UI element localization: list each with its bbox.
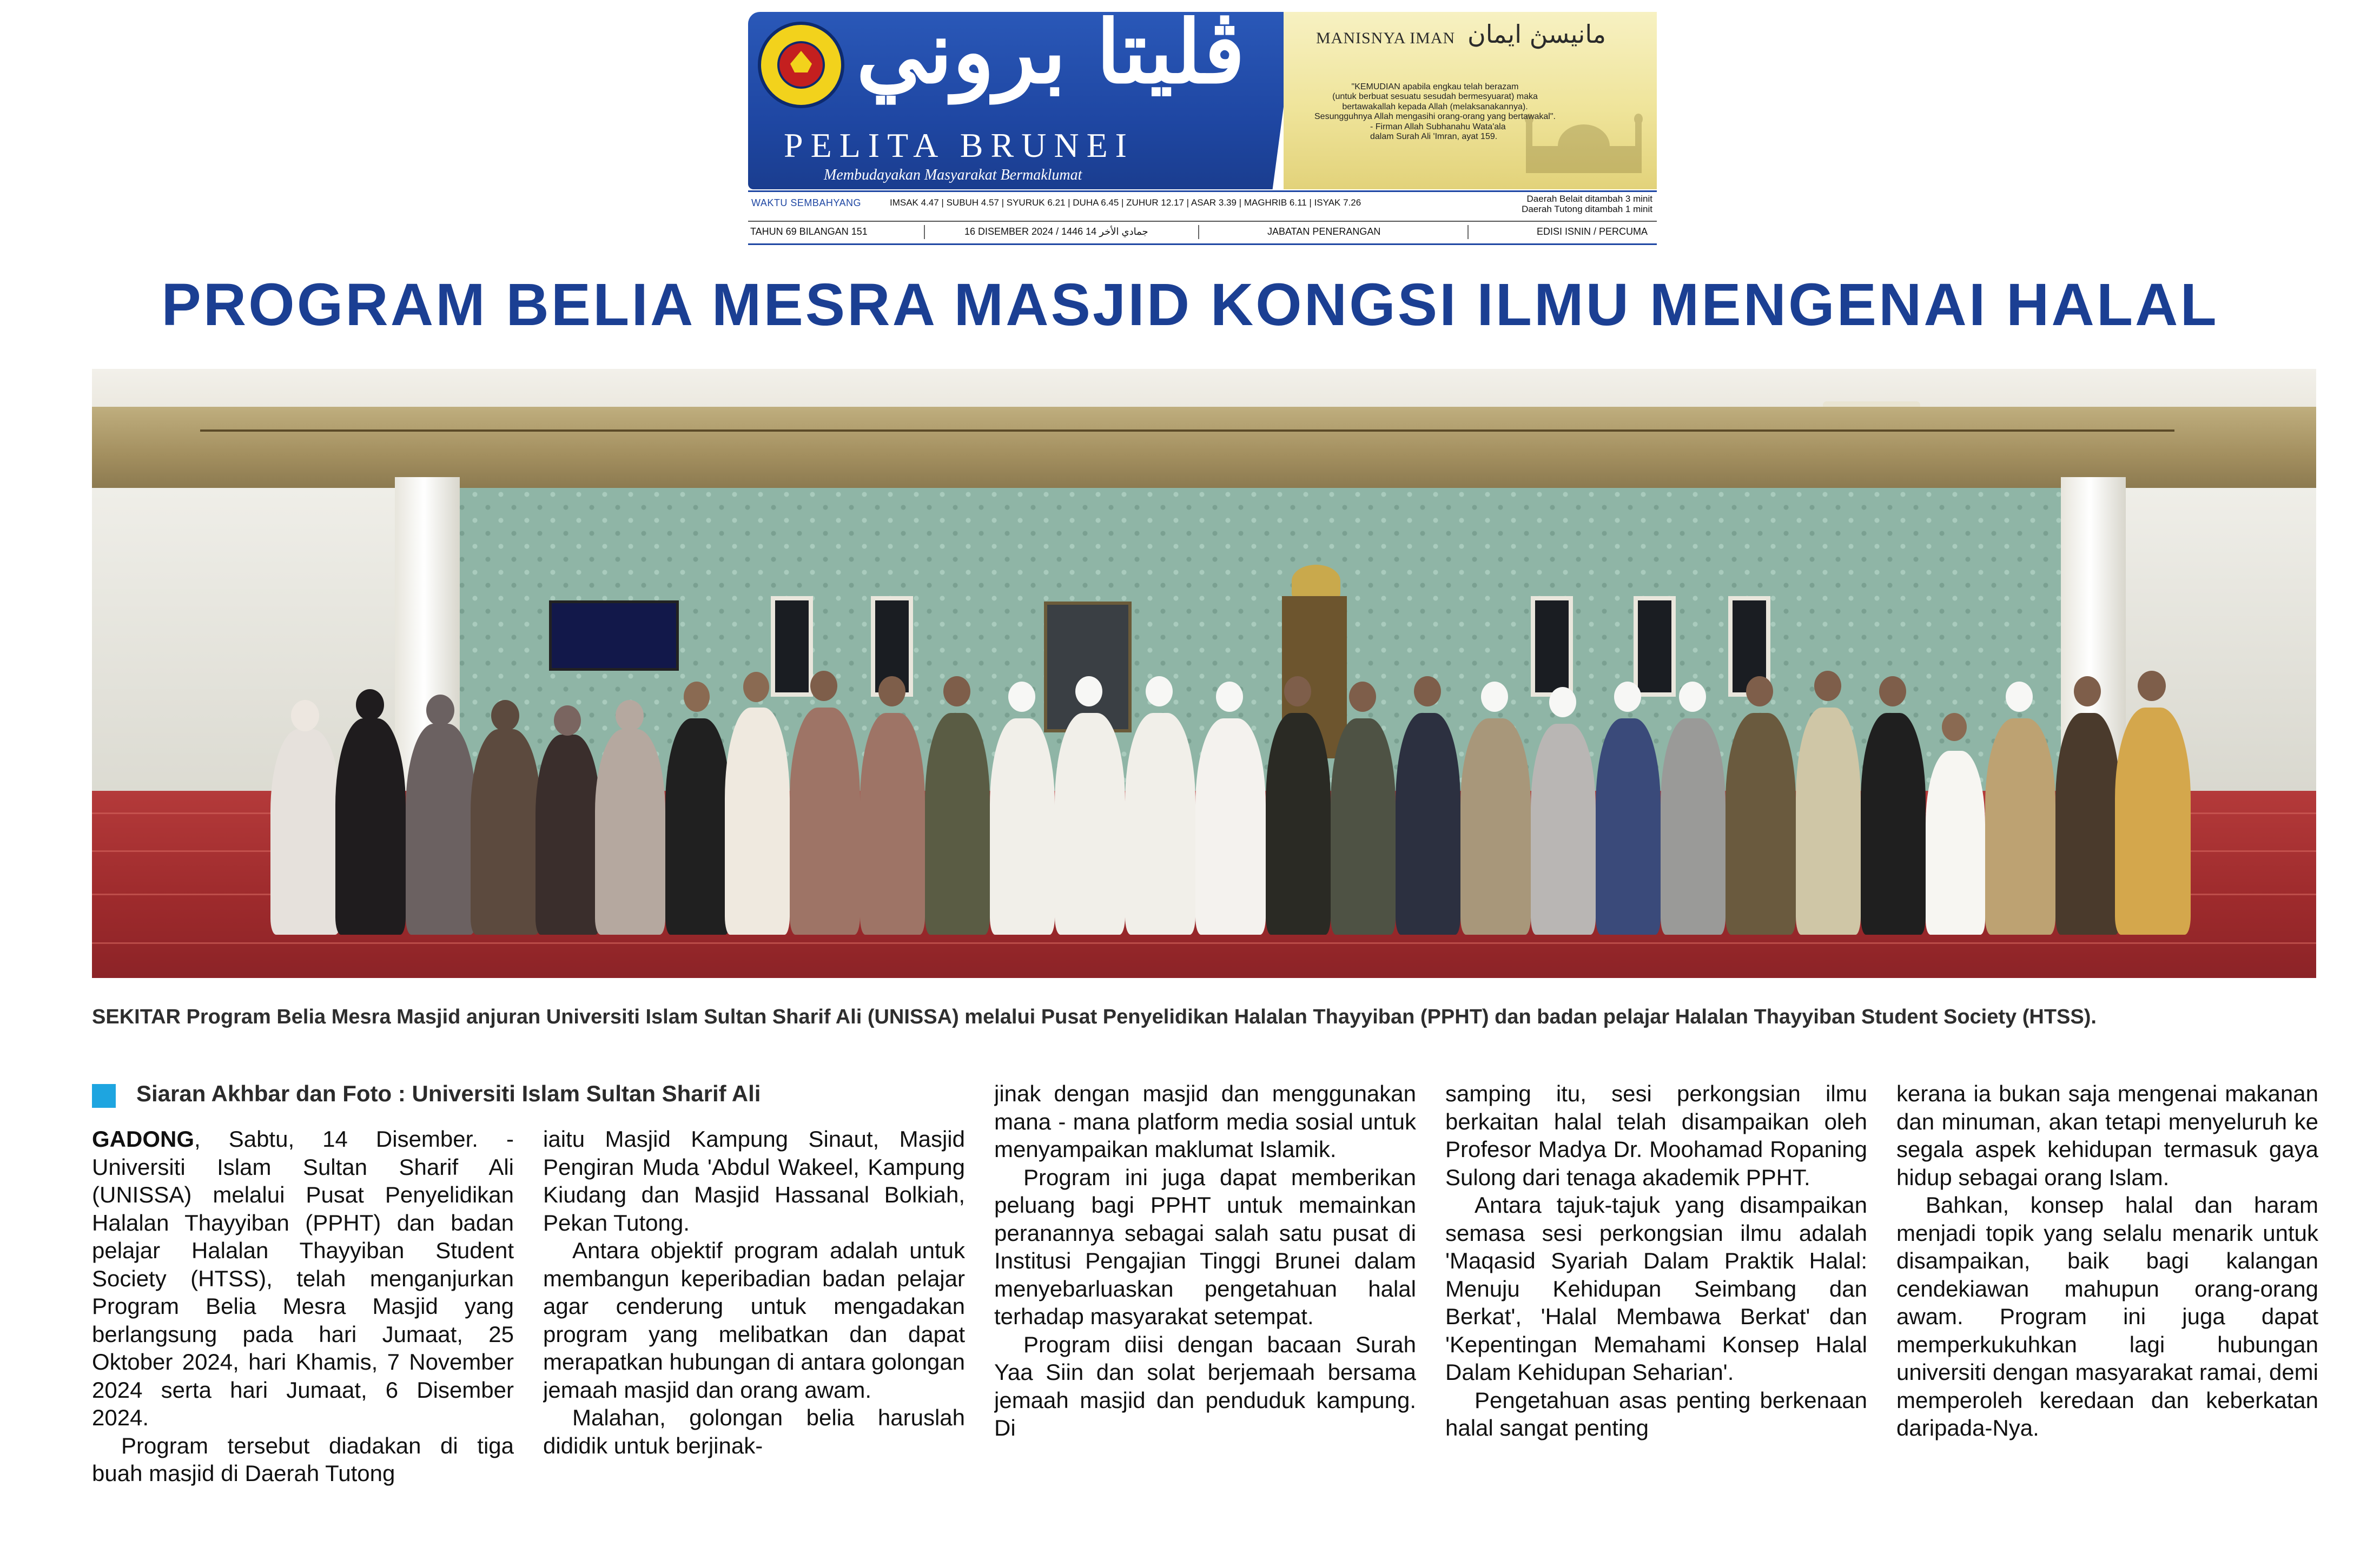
article-paragraph: Malahan, golongan belia haruslah dididik untuk berjinak-: [543, 1405, 965, 1458]
seal-crest-icon: [777, 41, 825, 89]
article-paragraph: Antara tajuk-tajuk yang disampaikan semasa sesi perkongsian ilmu adalah 'Maqasid Syariah Dalam Praktik Halal: Menuju Kehidupan Seimbang dan Berkat', 'Halal Membawa Berkat' dan 'Kepentingan Memahami Konsep Halal Dalam Kehidupan Seharian'.: [1445, 1192, 1867, 1385]
manisnya-iman-label: MANISNYA IMAN: [1316, 29, 1456, 47]
manisnya-iman-jawi: مانيسڽ ايمان: [1467, 19, 1606, 49]
prayer-times-label: WAKTU SEMBAHYANG: [751, 197, 862, 208]
masthead-jawi-title: ڤليتا بروني: [856, 1, 1245, 103]
verse-line: "KEMUDIAN apabila engkau telah berazam: [1351, 82, 1519, 91]
article-column-4: [1445, 1080, 1867, 1552]
masthead-tagline: Membudayakan Masyarakat Bermaklumat: [824, 167, 1082, 183]
article-paragraph: samping itu, sesi perkongsian ilmu berkaitan halal telah disampaikan oleh Profesor Madya Dr. Moohamad Ropaning Sulong dari tenaga akademik PPHT.: [1445, 1081, 1867, 1190]
brunei-seal-logo: [758, 22, 844, 108]
issue-volume: TAHUN 69 BILANGAN 151: [750, 226, 868, 237]
article-paragraph: iaitu Masjid Kampung Sinaut, Masjid Pengiran Muda 'Abdul Wakeel, Kampung Kiudang dan Masjid Hassanal Bolkiah, Pekan Tutong.: [543, 1126, 965, 1235]
issue-department: JABATAN PENERANGAN: [1267, 226, 1381, 237]
article-paragraph: Bahkan, konsep halal dan haram menjadi topik yang selalu menarik untuk disampaikan, baik bagi kalangan cendekiawan mahupun orang-orang awam. Program ini juga dapat memperkukuhkan lagi hubungan universiti dengan masyarakat ramai, demi memperoleh keredaan dan keberkatan daripada-Nya.: [1896, 1192, 2318, 1440]
article-dateline: GADONG: [92, 1126, 194, 1152]
article-headline: PROGRAM BELIA MESRA MASJID KONGSI ILMU MENGENAI HALAL: [161, 272, 2219, 338]
verse-line: bertawakallah kepada Allah (melaksanakannya).: [1342, 102, 1528, 111]
verse-line: Sesungguhnya Allah mengasihi orang-orang yang bertawakal".: [1314, 112, 1556, 122]
masthead-latin-title: PELITA BRUNEI: [784, 126, 1134, 164]
article-paragraph: Program ini juga dapat memberikan peluang bagi PPHT untuk memainkan peranannya sebagai salah satu pusat di Institusi Pengajian Tinggi Brunei dalam menyebarluaskan pengetahuan halal terhadap masyarakat setempat.: [994, 1164, 1416, 1329]
issue-info-bar: [748, 221, 1657, 245]
article-column-5: [1896, 1080, 2318, 1552]
article-paragraph: Program tersebut diadakan di tiga buah masjid di Daerah Tutong: [92, 1432, 514, 1486]
prayer-times-bar: [748, 190, 1657, 218]
verse-attribution: - Firman Allah Subhanahu Wata'ala: [1370, 122, 1506, 131]
verse-line: (untuk berbuat sesuatu sesudah bermesyuarat) maka: [1332, 92, 1538, 102]
photo-caption: SEKITAR Program Belia Mesra Masjid anjuran Universiti Islam Sultan Sharif Ali (UNISSA) melalui Pusat Penyelidikan Halalan Thayyiban (PPHT) dan badan pelajar Halalan Thayyiban Student Society (HTSS).: [92, 1006, 2097, 1028]
article-paragraph: GADONG, Sabtu, 14 Disember. - Universiti Islam Sultan Sharif Ali (UNISSA) melalui Pusat Penyelidikan Halalan Thayyiban (PPHT) dan badan pelajar Halalan Thayyiban Student Society (HTSS), telah menganjurkan Program Belia Mesra Masjid yang berlangsung pada hari Jumaat, 25 Oktober 2024, hari Khamis, 7 November 2024 serta hari Jumaat, 6 Disember 2024.: [92, 1126, 514, 1430]
article-paragraph: jinak dengan masjid dan menggunakan mana - mana platform media sosial untuk menyampaikan maklumat Islamik.: [994, 1081, 1416, 1162]
article-byline: Siaran Akhbar dan Foto : Universiti Islam Sultan Sharif Ali: [136, 1081, 761, 1106]
quran-verse: [1305, 82, 1565, 142]
prayer-times-list: IMSAK 4.47 | SUBUH 4.57 | SYURUK 6.21 | DUHA 6.45 | ZUHUR 12.17 | ASAR 3.39 | MAGHRIB 6.11 | ISYAK 7.26: [890, 197, 1361, 208]
article-paragraph: kerana ia bukan saja mengenai makanan dan minuman, akan tetapi menyeluruh ke segala aspek kehidupan termasuk gaya hidup sebagai orang Islam.: [1896, 1081, 2318, 1190]
article-column-3: [994, 1080, 1416, 1552]
calligraphy-frieze: [92, 407, 2316, 488]
byline-square-icon: [92, 1084, 116, 1108]
article-column-2: [543, 1125, 965, 1552]
issue-edition: EDISI ISNIN / PERCUMA: [1537, 226, 1648, 237]
verse-reference: dalam Surah Ali 'Imran, ayat 159.: [1370, 131, 1498, 141]
prayer-time-display: [549, 600, 679, 671]
masthead: [748, 1, 1657, 196]
article-paragraph: Pengetahuan asas penting berkenaan halal sangat penting: [1445, 1387, 1867, 1440]
issue-date: 16 DISEMBER 2024 / 1446 جمادي الأخر 14: [964, 226, 1148, 237]
article-paragraph: Antara objektif program adalah untuk membangun keperibadian badan pelajar agar cenderung untuk mengadakan program yang melibatkan dan dapat merapatkan hubungan di antara golongan jemaah masjid dan orang awam.: [543, 1238, 965, 1403]
article-column-1: [92, 1125, 514, 1552]
article-photo: [92, 369, 2316, 978]
prayer-times-note: Daerah Belait ditambah 3 minit Daerah Tutong ditambah 1 minit: [1522, 194, 1652, 214]
article-paragraph: Program diisi dengan bacaan Surah Yaa Siin dan solat berjemaah bersama jemaah masjid dan penduduk kampung. Di: [994, 1331, 1416, 1440]
